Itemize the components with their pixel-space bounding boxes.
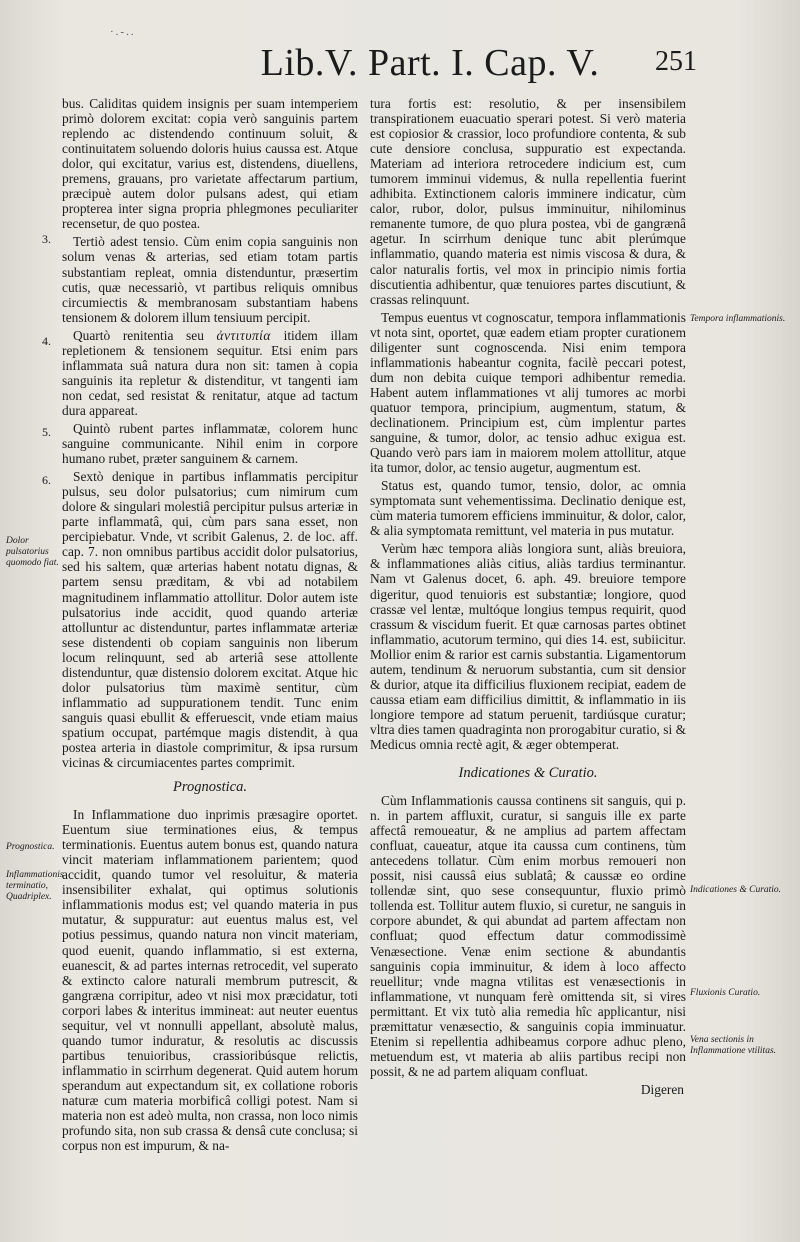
sidenote-inflammationis-terminatio: Inflammationis terminatio, Quadriplex. xyxy=(6,870,64,902)
catchword: Digeren xyxy=(640,1081,684,1097)
section-heading-prognostica: Prognostica. xyxy=(173,779,247,796)
paragraph: Cùm Inflammationis caussa continens sit sanguis, qui p. n. in partem affluxit, curatur, si sanguis ille ex parte affectâ remoueatur, & ne amplius ad partem affectam confluat, caueatur, atque ita caussa cum continens, tùm antecedens tollatur. Cùm enim morbus remoueri non possit, nisi caussâ eius sublatâ; & caussæ eo ordine tollendæ sint, quo sese consequuntur, fluxio primò tollenda est. Tollitur autem fluxio, si curetur, ne sanguis in corpore abundet, & qui abundat ad partem affectam non confluat; quod effectum datur commodissimè Venæsectione. Venæ enim sectione & abundantis sanguinis copia imminuitur, & idem à loco affecto reuellitur; vnde magna vtilitas est venæsectionis in inflammatione, vt nunquam ferè omittenda sit, si vires permittant. Et vix tutò alia remedia hîc applicantur, nisi præmittatur venæsectio, & sanguinis copia imminuatur. Etenim si repellentia adhibeamus corpore adhuc pleno, metuendum est, vt materia ab aliis partibus recipi non possit, & ne ad partem aliquam confluat. xyxy=(370,793,686,1079)
paragraph: tura fortis est: resolutio, & per insensibilem transpirationem euacuatio sperari potest. Si verò materia est copiosior & crassior, loco profundiore contenta, & sub cute densiore conclusa, suppuratio est expectanda. Materiam ad interiora retrocedere indicium est, cum tumorem imminui videmus, & nulla repellentia fuerint adhibita. Extinctionem caloris imminere indicatur, cùm calor, rubor, dolor, pulsus imminuitur, nihilominus remanente tumore, de quo plura postea, vbi de gangrænâ agetur. In scirrhum denique tunc abit plerúmque inflammatio, quando materia est nimis viscosa & dura, & calor naturalis fortis, vel mox in principio nimis fortia discutientia adhibentur, quæ tenuiores partes discutiunt, & crassas relinquunt. xyxy=(370,96,686,307)
paragraph: bus. Caliditas quidem insignis per suam intemperiem primò dolorem excitat: copia verò sanguinis partem replendo ac distendendo continuum soluit, & continuitatem soluendo doloris huius caussa est. Atque dolor, qui excitatur, varius est, distendens, diuellens, premens, grauans, pro varietate affectarum partium, præcipuè autem dolor pulsans adest, qui etiam propterea inter signa propria phlegmones peculiariter recensetur, de quo postea. xyxy=(62,96,358,232)
paragraph xyxy=(62,328,358,418)
sidenote-prognostica: Prognostica. xyxy=(6,842,55,852)
paragraph: Status est, quando tumor, tensio, dolor, ac omnia symptomata sunt vehementissima. Declinatio denique est, cùm materia tumorem efficiens imminuitur, & dolor, calor, & alia symptomata remittunt, vel materia in pus mutatur. xyxy=(370,478,686,539)
margin-number-5: 5. xyxy=(42,425,51,439)
sidenote-venae-sectionis: Vena sectionis in Inflammatione vtilitas. xyxy=(690,1035,777,1056)
margin-number-3: 3. xyxy=(42,232,51,246)
left-column xyxy=(62,96,358,1156)
edge-mark: ·.-.. xyxy=(110,26,136,38)
paragraph: Sextò denique in partibus inflammatis percipitur pulsus, seu dolor pulsatorius; cum nimirum cum dolore & singulari molestiâ percipitur pulsus arteriæ in parte inflammatâ, qui, cùm pars sana esset, non percipiebatur. Vnde, vt scribit Galenus, 2. de loc. aff. cap. 7. non omnibus partibus accidit dolor pulsatorius, sed his saltem, quæ arterias habent notatu dignas, & partem sensu præditam, & vbi ad notabilem magnitudinem inflammatio attollitur. Dolor autem iste pulsatorius inde accidit, quod quando arteriæ attolluntur ac distenduntur, partes inflammatæ arteriæ sese distendenti ob copiam sanguinis non liberum locum relinquunt, sed ab arteriâ sese attollente distenduntur, quæ distensio dolorem excitat. Atque hic dolor pulsatorius tùm maximè sentitur, cùm inflammatio ad suppurationem tendit. Tunc enim sanguis quasi ebullit & efferuescit, vnde etiam maius spatium occupat, partémque magis distendit, à qua postea arteria in diastole comprimitur, & ipsa rursum vicinas & circumiacentes partes comprimit. xyxy=(62,469,358,771)
margin-number-6: 6. xyxy=(42,473,51,487)
text-run: Quartò renitentia seu xyxy=(73,327,204,343)
paragraph: Tempus euentus vt cognoscatur, tempora inflammationis vt nota sint, oportet, quæ eadem etiam propter curationem diligenter sunt cognoscenda. Nisi enim tempora inflammationis habeantur cognita, facilè peccari potest, dum non debita cuique tempori adhibentur remedia. Habent autem inflammationes vt alij tumores ac morbi quatuor tempora, principium, augmentum, statum, & declinationem. Principium est, cùm implentur partes sanguine, & tumor, dolor, ac tensio adhuc exigua est. Quando verò pars iam in maiorem molem attollitur, atque ita tumor, dolor, ac tensio augetur, augmentum est. xyxy=(370,309,686,476)
paragraph: Verùm hæc tempora aliàs longiora sunt, aliàs breuiora, & inflammationes aliàs citius, aliàs tardius terminantur. Nam vt Galenus docet, 6. aph. 49. breuiore tempore digeritur, quod tenuioris est substantiæ; longiore, quod crassæ vel lentæ, multóque longius tempus requirit, quod crassum & viscidum fuerit. Et quæ carnosas partes obtinet inflammatio, acutorum termino, qui dies 14. est, subiicitur. Mollior enim & rarior est carnis substantia. Ligamentorum autem, tendinum & neruorum substantia, cum sit densior & durior, atque ita difficilius fluxionem recipiat, eadem de caussa etiam eam difficilius dimittit, & inflammatio in iis longiore tempore ad statum peruenit, tardiúsque curatur; vltra dies tamen quadraginta non prorogabitur curatio, si & Medicus omnia rectè agit, & æger obtemperat. xyxy=(370,541,686,752)
page-number: 251 xyxy=(655,46,697,77)
paragraph: In Inflammatione duo inprimis præsagire oportet. Euentum siue terminationes eius, & tempus terminationis. Euentus autem bonus est, quando natura vincit materiam inflammationem parientem; quod accidit, quando tumor vel resoluitur, & materia insensibiliter exhalat, qui optimus solutionis inflammationis modus est; vel quando materia in pus mutatur, & suppuratur: aut euentus malus est, vel potius pessimus, quando natura non vincit materiam, quod euenit, quando inflammatio, si est externa, euanescit, & ad partes internas retrocedit, vel superato & extincto calore naturali membrum putrescit, & gangræna corripitur, adeo vt nisi mox præcidatur, toti corpori labes & interitus immineat: aut neuter euentus sequitur, vel vt nonnulli appellant, absolutè malus, quando tumor induratur, & resolutis ac discussis partibus tenuioribus, crassioribúsque relictis, inflammatio in scirrhum degenerat. Quid autem horum sperandum aut expectandum sit, ex collatione roboris naturæ cum materia morbificâ colligi potest. Nam si materia non est adeò multa, non crassa, non loco nimis profundo sita, non sub crassa & densâ cute conclusa; si corpus non est impurum, & na- xyxy=(62,807,358,1154)
right-column xyxy=(370,96,686,1097)
paragraph: Tertiò adest tensio. Cùm enim copia sanguinis non solum venas & arterias, sed etiam totam partis substantiam repleat, omnia distenduntur, præsertim cutis, quæ necessariò, vt partibus reliquis omnibus circumiectis & membranosam substantiam habens tensionem & dolorem illum tensiuum percipit. xyxy=(62,234,358,325)
text-run: itidem illam repletionem & tensionem sequitur. Etsi enim pars inflammata suâ natura dura non sit: tamen à copia sanguinis ita repletur & distenditur, vt tangenti iam non cedat, sed resistat & renitatur, atque ad tactum dura appareat. xyxy=(62,327,358,418)
sidenote-indicationes-curatio: Indicationes & Curatio. xyxy=(690,885,782,895)
paragraph: Quintò rubent partes inflammatæ, colorem hunc sanguine communicante. Nihil enim in corpore humano rubet, præter sanguinem & carnem. xyxy=(62,420,358,467)
running-head: Lib.V. Part. I. Cap. V. xyxy=(260,42,600,84)
sidenote-dolor-pulsatorius: Dolor pulsatorius quomodo fiat. xyxy=(6,536,59,568)
sidenote-fluxionis-curatio: Fluxionis Curatio. xyxy=(690,988,761,998)
margin-number-4: 4. xyxy=(42,334,51,348)
greek-word: ἀντιτυπία xyxy=(216,327,271,343)
sidenote-tempora-inflammationis: Tempora inflammationis. xyxy=(690,314,786,324)
section-heading-indicationes: Indicationes & Curatio. xyxy=(458,765,598,782)
